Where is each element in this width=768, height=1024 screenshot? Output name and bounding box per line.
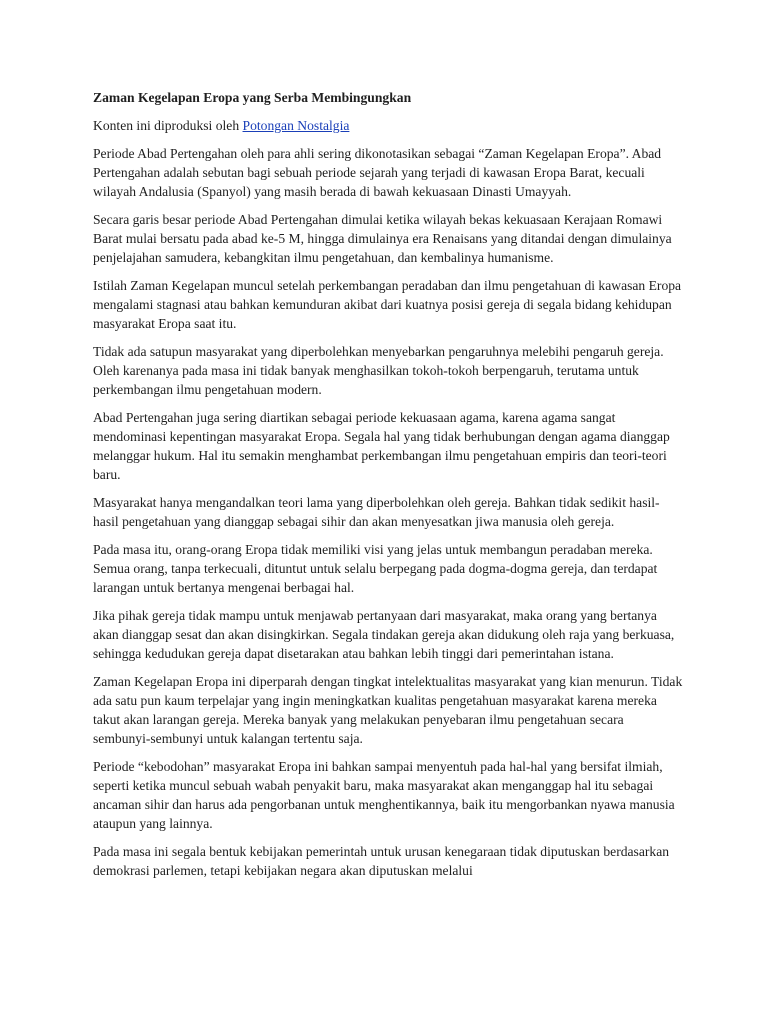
paragraph: Pada masa ini segala bentuk kebijakan pemerintah untuk urusan kenegaraan tidak diputuskan berdasarkan demokrasi parlemen, tetapi kebijakan negara akan diputuskan melalui: [93, 844, 670, 878]
paragraph: Tidak ada satupun masyarakat yang diperbolehkan menyebarkan pengaruhnya melebihi pengaruh gereja. Oleh karenanya pada masa ini tidak banyak menghasilkan tokoh-tokoh berpengaruh, terutama untuk perkembangan ilmu pengetahuan modern.: [93, 344, 664, 397]
paragraph: Jika pihak gereja tidak mampu untuk menjawab pertanyaan dari masyarakat, maka orang yang bertanya akan dianggap sesat dan akan disingkirkan. Segala tindakan gereja akan didukung oleh raja yang berkuasa, sehingga kedudukan gereja dapat disetarakan atau bahkan lebih tinggi dari pemerintahan istana.: [93, 608, 675, 661]
document-title: Zaman Kegelapan Eropa yang Serba Membingungkan: [93, 90, 412, 105]
paragraph: Secara garis besar periode Abad Pertengahan dimulai ketika wilayah bekas kekuasaan Kerajaan Romawi Barat mulai bersatu pada abad ke-5 M, hingga dimulainya era Renaisans yang ditandai dengan dimulainya penjelajahan samudera, kebangkitan ilmu pengetahuan, dan kembalinya humanisme.: [93, 212, 672, 265]
byline-author-link[interactable]: Potongan Nostalgia: [242, 118, 350, 133]
paragraph: Periode Abad Pertengahan oleh para ahli sering dikonotasikan sebagai “Zaman Kegelapan Eropa”. Abad Pertengahan adalah sebutan bagi sebuah periode sejarah yang terjadi di kawasan Eropa Barat, kecuali wilayah Andalusia (Spanyol) yang masih berada di bawah kekuasaan Dinasti Umayyah.: [93, 146, 662, 199]
document-page: [93, 82, 683, 889]
paragraph: Abad Pertengahan juga sering diartikan sebagai periode kekuasaan agama, karena agama sangat mendominasi kepentingan masyarakat Eropa. Segala hal yang tidak berhubungan dengan agama dianggap melanggar hukum. Hal itu semakin menghambat perkembangan ilmu pengetahuan empiris dan teori-teori baru.: [93, 410, 670, 482]
byline: [93, 116, 683, 135]
paragraph: Periode “kebodohan” masyarakat Eropa ini bahkan sampai menyentuh pada hal-hal yang bersifat ilmiah, seperti ketika muncul sebuah wabah penyakit baru, maka masyarakat akan menganggap hal itu sebagai ancaman sihir dan harus ada pengorbanan untuk menghentikannya, baik itu mengorbankan nyawa manusia ataupun yang lainnya.: [93, 759, 675, 831]
paragraph: Pada masa itu, orang-orang Eropa tidak memiliki visi yang jelas untuk membangun peradaban mereka. Semua orang, tanpa terkecuali, dituntut untuk selalu berpegang pada dogma-dogma gereja, dan terdapat larangan untuk bertanya mengenai berbagai hal.: [93, 542, 658, 595]
paragraph: Istilah Zaman Kegelapan muncul setelah perkembangan peradaban dan ilmu pengetahuan di kawasan Eropa mengalami stagnasi atau bahkan kemunduran akibat dari kuatnya posisi gereja di segala bidang kehidupan masyarakat Eropa saat itu.: [93, 278, 682, 331]
paragraph: Zaman Kegelapan Eropa ini diperparah dengan tingkat intelektualitas masyarakat yang kian menurun. Tidak ada satu pun kaum terpelajar yang ingin meningkatkan kualitas pengetahuan masyarakat karena mereka takut akan larangan gereja. Mereka banyak yang melakukan penyebaran ilmu pengetahuan secara sembunyi-sembunyi untuk kalangan tertentu saja.: [93, 674, 683, 746]
byline-prefix: Konten ini diproduksi oleh: [93, 118, 243, 133]
paragraph: Masyarakat hanya mengandalkan teori lama yang diperbolehkan oleh gereja. Bahkan tidak sedikit hasil-hasil pengetahuan yang dianggap sebagai sihir dan akan menyesatkan jiwa manusia oleh gereja.: [93, 495, 660, 529]
